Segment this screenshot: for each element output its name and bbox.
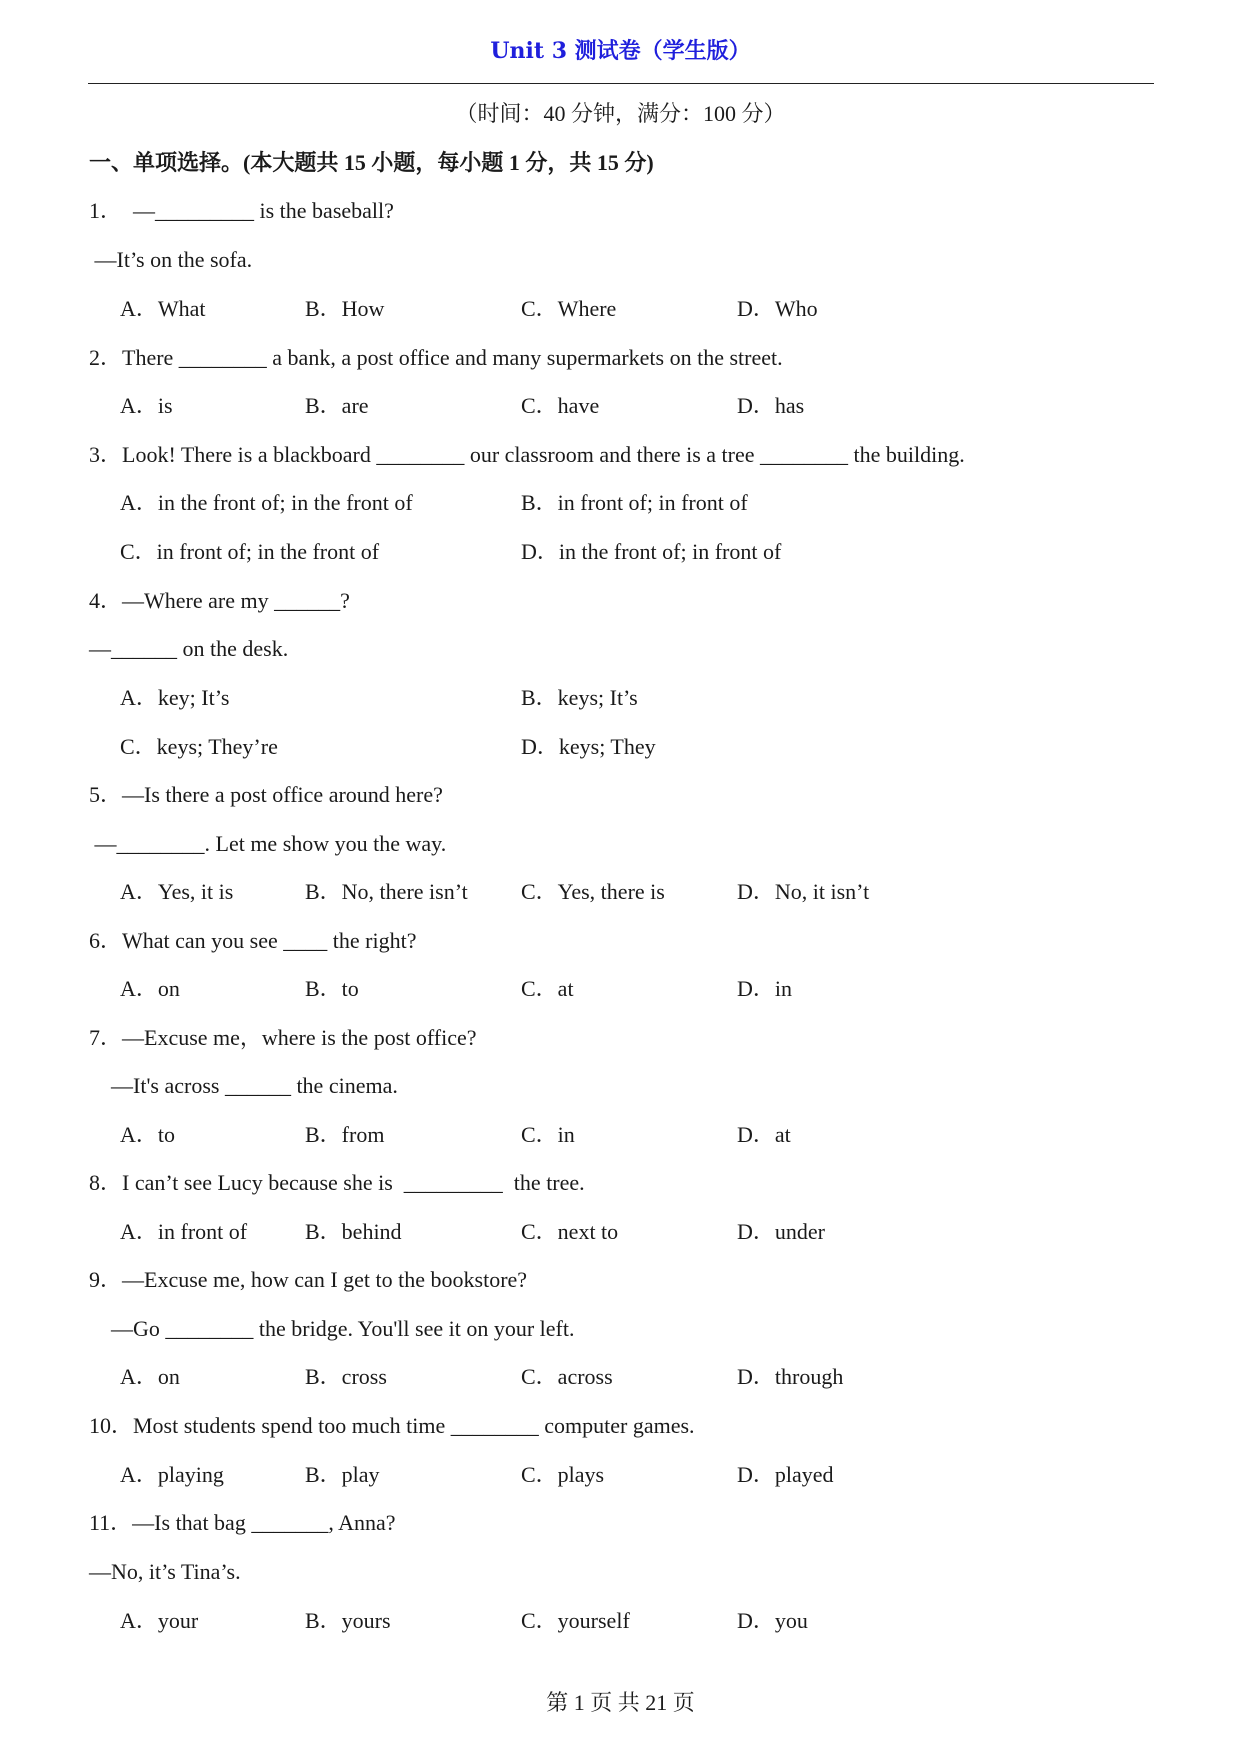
page-title: Unit 3 测试卷（学生版） xyxy=(490,38,751,64)
q9-option-b[interactable]: B．cross xyxy=(305,1364,387,1389)
q5-option-b[interactable]: B．No, there isn’t xyxy=(305,879,468,904)
question-4-text: 4．—Where are my ______? xyxy=(89,588,350,613)
q7-option-d[interactable]: D．at xyxy=(737,1122,791,1147)
q2-option-d[interactable]: D．has xyxy=(737,393,805,418)
q5-option-c[interactable]: C．Yes, there is xyxy=(521,879,665,904)
q3-option-d[interactable]: D．in the front of; in front of xyxy=(521,539,782,564)
q6-option-d[interactable]: D．in xyxy=(737,976,793,1001)
q5-option-d[interactable]: D．No, it isn’t xyxy=(737,879,870,904)
q2-option-b[interactable]: B．are xyxy=(305,393,369,418)
q8-option-a[interactable]: A．in front of xyxy=(120,1219,248,1244)
q3-option-a[interactable]: A．in the front of; in the front of xyxy=(120,490,413,515)
question-3-text: 3．Look! There is a blackboard ________ our classroom and there is a tree ________ the building. xyxy=(89,442,965,467)
question-2-text: 2．There ________ a bank, a post office and many supermarkets on the street. xyxy=(89,345,783,370)
q4-option-b[interactable]: B．keys; It’s xyxy=(521,685,638,710)
q6-option-a[interactable]: A．on xyxy=(120,976,180,1001)
q7-option-c[interactable]: C．in xyxy=(521,1122,575,1147)
question-9-text-2: —Go ________ the bridge. You'll see it on your left. xyxy=(89,1316,575,1341)
q4-option-d[interactable]: D．keys; They xyxy=(521,734,656,759)
q11-option-a[interactable]: A．your xyxy=(120,1608,199,1633)
q9-option-d[interactable]: D．through xyxy=(737,1364,844,1389)
page-footer: 第 1 页 共 21 页 xyxy=(546,1690,695,1715)
question-11-text: 11．—Is that bag _______, Anna? xyxy=(89,1510,396,1535)
q4-option-c[interactable]: C．keys; They’re xyxy=(120,734,278,759)
q6-option-c[interactable]: C．at xyxy=(521,976,574,1001)
question-5-text-2: —________. Let me show you the way. xyxy=(89,831,447,856)
q10-option-d[interactable]: D．played xyxy=(737,1462,834,1487)
q2-option-c[interactable]: C．have xyxy=(521,393,600,418)
q1-option-c[interactable]: C．Where xyxy=(521,296,617,321)
q9-option-c[interactable]: C．across xyxy=(521,1364,613,1389)
q5-option-a[interactable]: A．Yes, it is xyxy=(120,879,234,904)
q2-option-a[interactable]: A．is xyxy=(120,393,173,418)
q11-option-b[interactable]: B．yours xyxy=(305,1608,391,1633)
q3-option-c[interactable]: C．in front of; in the front of xyxy=(120,539,380,564)
q10-option-b[interactable]: B．play xyxy=(305,1462,380,1487)
q7-option-b[interactable]: B．from xyxy=(305,1122,385,1147)
q6-option-b[interactable]: B．to xyxy=(305,976,359,1001)
question-8-text: 8．I can’t see Lucy because she is _________ the tree. xyxy=(89,1170,585,1195)
q7-option-a[interactable]: A．to xyxy=(120,1122,176,1147)
q1-option-b[interactable]: B．How xyxy=(305,296,385,321)
question-10-text: 10．Most students spend too much time ________ computer games. xyxy=(89,1413,695,1438)
q8-option-d[interactable]: D．under xyxy=(737,1219,825,1244)
question-1-text-2: —It’s on the sofa. xyxy=(89,247,253,272)
question-7-text: 7．—Excuse me，where is the post office? xyxy=(89,1025,477,1050)
q1-option-d[interactable]: D．Who xyxy=(737,296,818,321)
q10-option-c[interactable]: C．plays xyxy=(521,1462,605,1487)
title-divider xyxy=(88,83,1154,84)
question-11-text-2: —No, it’s Tina’s. xyxy=(89,1559,241,1584)
section-heading: 一、单项选择。(本大题共 15 小题，每小题 1 分，共 15 分) xyxy=(89,150,654,175)
question-4-text-2: —______ on the desk. xyxy=(89,636,289,661)
q10-option-a[interactable]: A．playing xyxy=(120,1462,224,1487)
question-1-text: 1． —_________ is the baseball? xyxy=(89,198,394,223)
question-7-text-2: —It's across ______ the cinema. xyxy=(89,1073,398,1098)
question-9-text: 9．—Excuse me, how can I get to the bookstore? xyxy=(89,1267,528,1292)
q11-option-c[interactable]: C．yourself xyxy=(521,1608,630,1633)
q8-option-b[interactable]: B．behind xyxy=(305,1219,402,1244)
exam-info: （时间：40 分钟，满分：100 分） xyxy=(455,101,786,126)
q8-option-c[interactable]: C．next to xyxy=(521,1219,619,1244)
q11-option-d[interactable]: D．you xyxy=(737,1608,808,1633)
question-5-text: 5．—Is there a post office around here? xyxy=(89,782,443,807)
q4-option-a[interactable]: A．key; It’s xyxy=(120,685,230,710)
q3-option-b[interactable]: B．in front of; in front of xyxy=(521,490,748,515)
q9-option-a[interactable]: A．on xyxy=(120,1364,180,1389)
q1-option-a[interactable]: A．What xyxy=(120,296,206,321)
question-6-text: 6．What can you see ____ the right? xyxy=(89,928,417,953)
